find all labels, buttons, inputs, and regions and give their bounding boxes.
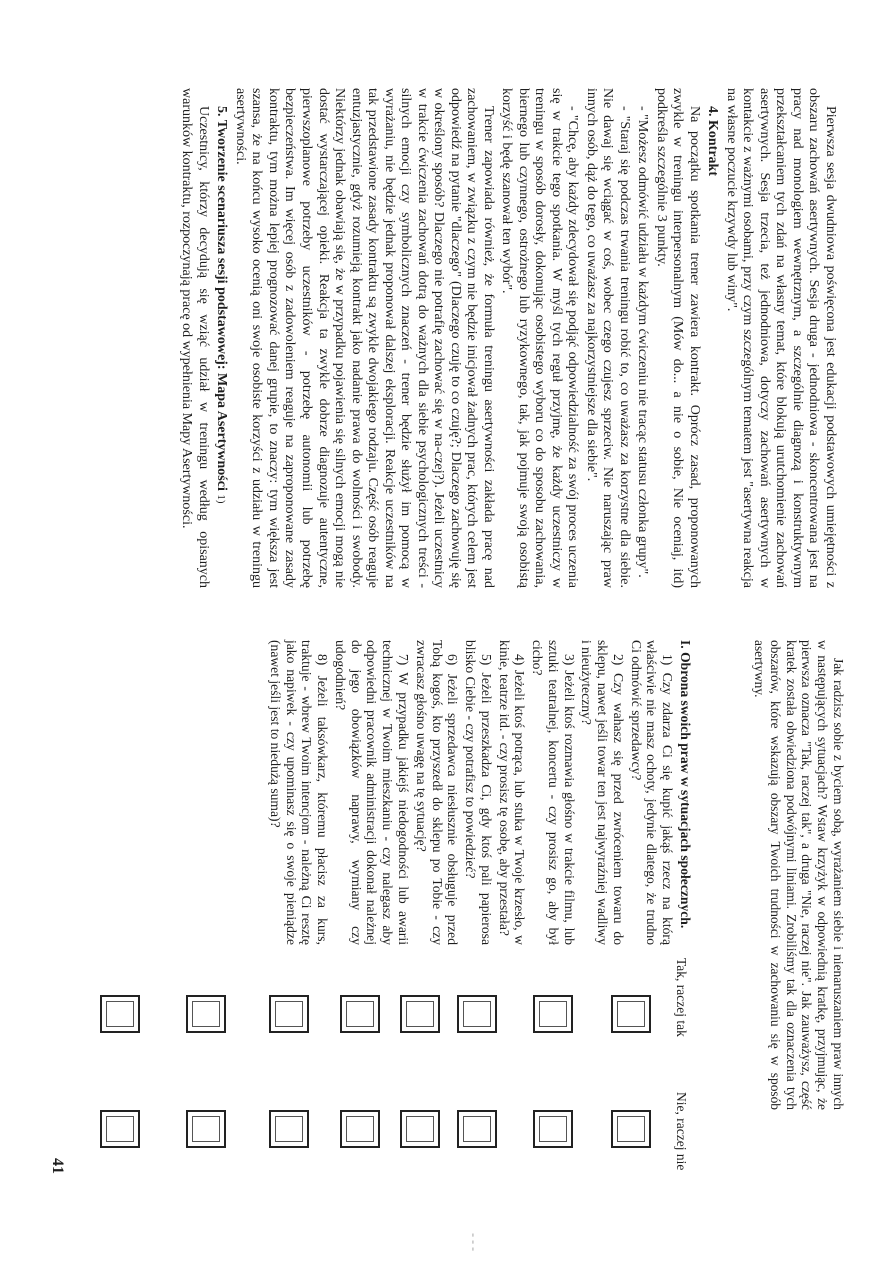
- question-2: 2) Czy wahasz się przed zwróceniem towaru do sklepu, nawet jeśli towar ten jest najwyraźniej wadliwy i nieużyteczny?: [579, 640, 626, 945]
- answer-box-q2-no[interactable]: [533, 1110, 573, 1148]
- answer-box-q3-no[interactable]: [457, 1110, 497, 1148]
- question-5: 5) Jeżeli przeszkadza Ci, gdy ktoś pali papierosa blisko Ciebie - czy potrafisz to powiedzieć?: [463, 640, 494, 945]
- answer-box-q4-yes[interactable]: [400, 995, 440, 1033]
- question-8: 8) Jeżeli taksówkarz, któremu płacisz za kurs, traktuje - wbrew Twoim intencjom - należną Ci resztę jako napiwek - czy upominasz się o swoje pieniądze (nawet jeśli jest to niedużą suma)?: [267, 640, 331, 945]
- column-label-yes: Tak, raczej tak: [674, 958, 689, 1037]
- question-6: 6) Jeżeli sprzedawca niesłusznie obsługuje przed Tobą kogoś, kto przyszedł do sklepu po Tobie - czy zwracasz głośno uwagę na tę sytuację?: [413, 640, 461, 945]
- column-label-no: Nie, raczej nie: [674, 1092, 689, 1171]
- questionnaire-section-title: I. Obrona swoich praw w sytuacjach społecznych.: [678, 640, 693, 929]
- left-column: [176, 88, 838, 588]
- answer-box-q6-yes[interactable]: [269, 995, 309, 1033]
- answer-box-q5-no[interactable]: [340, 1110, 380, 1148]
- contract-rule-1: - "Możesz odmówić udziału w każdym ćwiczeniu nie tracąc statusu członka grupy".: [635, 106, 651, 578]
- scan-speck: - - -: [467, 1233, 481, 1251]
- answer-box-q3-yes[interactable]: [457, 995, 497, 1033]
- answer-box-q7-no[interactable]: [186, 1110, 226, 1148]
- questionnaire-intro: Jak radzisz sobie z byciem sobą, wyrażaniem siebie i nienaruszaniem praw innych w następujących sytuacjach? Wstaw krzyżyk w odpowiednią kratkę, przyjmując, że pierwsza oznacza "Tak, raczej tak", a druga "Nie, raczej nie". Jak zauważysz, część kratek została obwiedziona podwójnymi liniami. Zrobiliśmy tak dla oznaczenia tych obszarów, które wskazują obszary Twoich trudności w zachowaniu się w sposób asertywny.: [751, 640, 846, 1110]
- answer-box-q1-no[interactable]: [611, 1110, 651, 1148]
- answer-box-q6-no[interactable]: [269, 1110, 309, 1148]
- answer-box-q4-no[interactable]: [400, 1110, 440, 1148]
- question-4: 4) Jeżeli ktoś potrąca, lub stuka w Twoje krzesło, w kinie, teatrze itd. - czy prosisz tę osobę, aby przestała?: [496, 640, 528, 945]
- answer-box-q2-yes[interactable]: [533, 995, 573, 1033]
- right-column: [749, 640, 846, 1110]
- contract-paragraph: Na początku spotkania trener zawiera kontrakt. Oprócz zasad, proponowanych zwykle w treningu interpersonalnym (Mów do... a nie o sobie, Nie oceniaj, itd) podkreśla szczególnie 3 punkty.: [653, 88, 702, 588]
- trainer-paragraph: Trener zapowiada również, że formuła treningu asertywności zakłada pracę nad zachowaniem, w związku z czym nie będzie inicjował żadnych prac, których celem jest odpowiedź na pytanie "dlaczego" (Dlaczego czuję to co czuję?; Dlaczego zachowuję się w określony sposób? Dlaczego nie potrafię zachować się w na-czej?). Jeżeli uczestnicy w trakcie ćwiczenia zachowań dotrą do ważnych dla siebie psychologicznych treści - silnych emocji czy symbolicznych znaczeń - trener będzie służył im pomocą w wyrażaniu, nie będzie jednak proponował dalszej eksploracji. Reakcje uczestników na tak przedstawione zasady kontraktu są zwykle dwojakiego rodzaju. Część osób reaguje entuzjastycznie, gdyż rozumieją kontrakt jako nadanie prawa do wolności i swobody. Niektórzy jednak obawiają się, że w przypadku pojawienia się silnych emocji mogą nie dostać wystarczającej opieki. Reakcja ta zwykle dobrze diagnozuje autentyczne, pierwszoplanowe potrzeby uczestników - potrzebę autonomii lub potrzebę bezpieczeństwa. Im więcej osób z zadowoleniem reaguje na zaproponowane zasady kontraktu, tym można lepiej prognozować danej grupie, to znaczy: tym większa jest szansa, że na końcu wysoko ocenią oni swoje osobiste korzyści z udziału w treningu asertywności.: [232, 88, 496, 588]
- scenario-paragraph: Uczestnicy, którzy decydują się wziąć udział w treningu według opisanych warunków kontraktu, rozpoczynają pracę od wypełnienia Mapy Asertywności.: [179, 88, 211, 588]
- section-heading-scenario: [213, 88, 230, 588]
- answer-box-q8-yes[interactable]: [100, 995, 140, 1033]
- question-list: [265, 640, 693, 945]
- section-heading-contract: 4. Kontrakt: [705, 106, 721, 176]
- footnote-marker: 1): [215, 494, 228, 504]
- contract-rule-3: - "Chcę, aby każdy zdecydował się podjąć odpowiedzialność za swój proces uczenia się w trakcie tego spotkania. W myśl tych reguł przyjmę, że każdy uczestniczy w treningu w sposób dorosły, dokonując osobistego wyboru co do sposobu zachowania, biernego lub czynnego, ostrożnego lub ryzykownego, tak, jak pojmuje swoją osobistą korzyść i będę szanował ten wybór".: [499, 88, 581, 588]
- answer-box-q1-yes[interactable]: [611, 995, 651, 1033]
- section-heading-scenario-text: 5. Tworzenie scenariusza sesji podstawowej: Mapa Asertywności: [214, 106, 230, 491]
- question-1: 1) Czy zdarza Ci się kupić jakąś rzecz na którą właściwie nie masz ochoty, jedynie dlatego, że trudno Ci odmówić sprzedawcy?: [628, 640, 676, 945]
- contract-rule-2: - "Staraj się podczas trwania treningu robić to, co uważasz za korzystne dla siebie. Nie dawaj się wciągać w coś, wobec czego czujesz sprzeciw. Nie naruszając praw innych osób, dąż do tego, co uważasz za najkorzystniejsze dla siebie".: [583, 88, 632, 588]
- session-description: Pierwsza sesja dwudniowa poświęcona jest edukacji podstawowych umiejętności z obszaru zachowań asertywnych. Sesja druga - jednodniowa - skoncentrowana jest na pracy nad monologiem wewnętrznym, a szczególnie diagnozą i konstruktywnym przekształcaniem tych zdań na własny temat, które blokują urutchomienie zachowań asertywnych. Sesja trzecia, też jednodniowa, dotyczy zachowań asertywnych w kontakcie z ważnymi osobami, przy czym szczególnym tematem jest "asertywna reakcja na własne poczucie krzywdy lub winy".: [723, 88, 838, 588]
- answer-box-q5-yes[interactable]: [340, 995, 380, 1033]
- questionnaire: [93, 640, 693, 1220]
- answer-box-q8-no[interactable]: [100, 1110, 140, 1148]
- page-number: 41: [49, 1158, 66, 1174]
- answer-box-q7-yes[interactable]: [186, 995, 226, 1033]
- question-3: 3) Jeżeli ktoś rozmawia głośno w trakcie filmu, lub sztuki teatralnej, koncertu - czy prosisz go, aby był cicho?: [530, 640, 577, 945]
- question-7: 7) W przypadku jakiejś niedogodności lub awarii technicznej w Twoim mieszkaniu - czy nalegasz aby odpowiedni pracownik administracji dokonał należnej do jego obowiązków naprawy, wymiany czy udogodnień?: [332, 640, 411, 945]
